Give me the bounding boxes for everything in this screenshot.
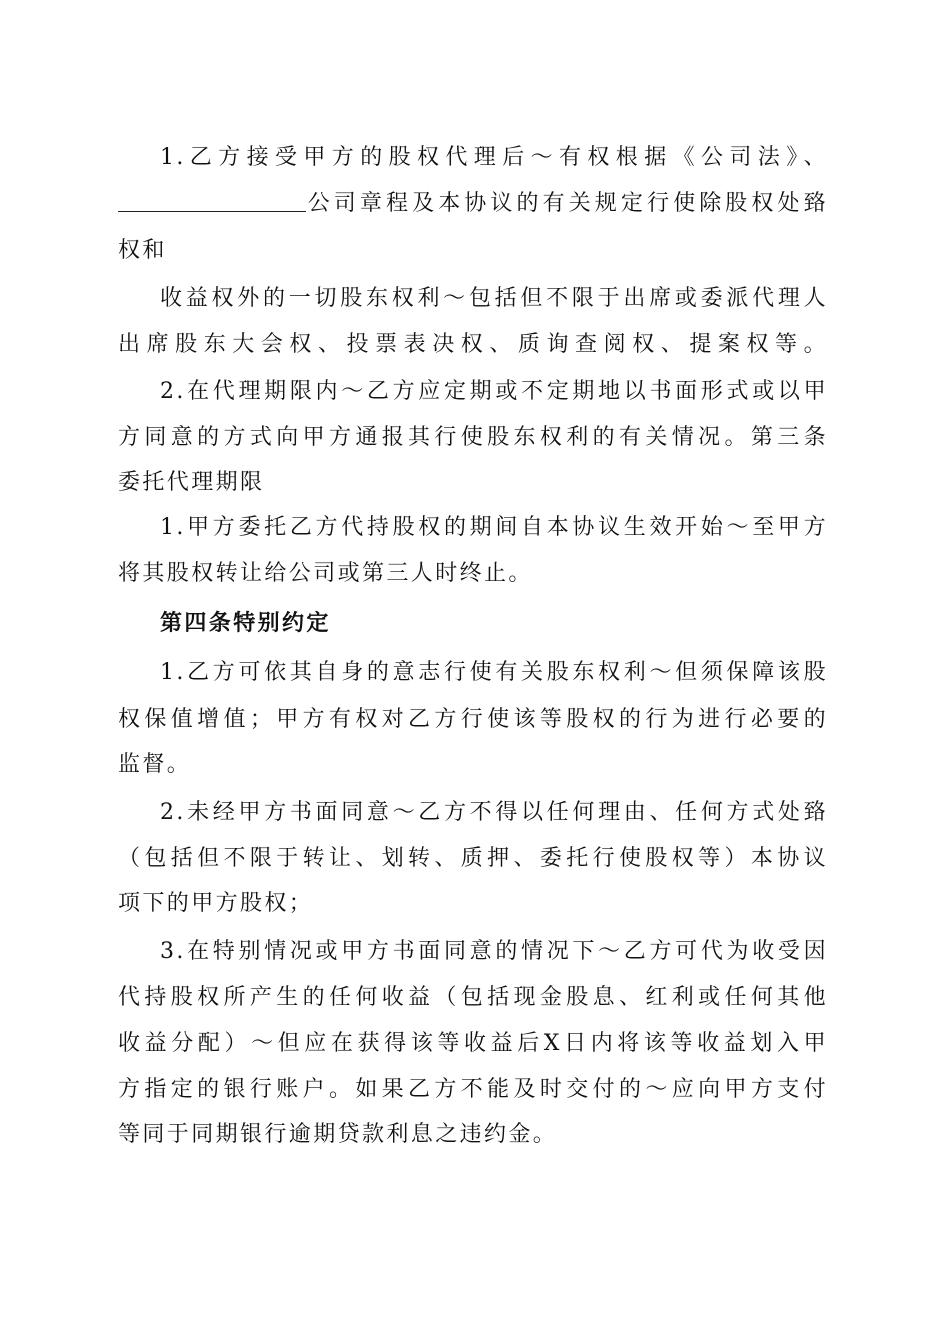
blank-underline (118, 187, 306, 212)
text-line: 收益分配）～但应在获得该等收益后X日内将该等收益划入甲 (118, 1031, 828, 1056)
text-line: （包括但不限于转让、划转、质押、委托行使股权等）本协议 (118, 846, 828, 871)
text-line: 1.乙方接受甲方的股权代理后～有权根据《公司法》、 (160, 145, 828, 170)
text-line: 方同意的方式向甲方通报其行使股东权利的有关情况。第三条 (118, 425, 828, 450)
text-line (118, 184, 828, 224)
text-line: 将其股权转让给公司或第三人时终止。 (118, 561, 533, 586)
text-line: 出席股东大会权、投票表决权、质询查阅权、提案权等。 (118, 332, 828, 357)
text-line: 1.乙方可依其自身的意志行使有关股东权利～但须保障该股 (160, 660, 828, 685)
text-line: 2.未经甲方书面同意～乙方不得以任何理由、任何方式处臵 (160, 800, 828, 825)
text-line: 监督。 (118, 752, 192, 777)
text-line: 等同于同期银行逾期贷款利息之违约金。 (118, 1122, 558, 1147)
text-line: 代持股权所产生的任何收益（包括现金股息、红利或任何其他 (118, 985, 828, 1010)
text-line: 1.甲方委托乙方代持股权的期间自本协议生效开始～至甲方 (160, 515, 828, 540)
text-line: 收益权外的一切股东权利～包括但不限于出席或委派代理人 (160, 286, 828, 311)
text-line: 委托代理期限 (118, 470, 265, 495)
text-line: 权和 (118, 238, 167, 263)
section-heading: 第四条特别约定 (160, 610, 331, 636)
text-line-content: 公司章程及本协议的有关规定行使除股权处臵 (306, 191, 828, 216)
text-line: 2.在代理期限内～乙方应定期或不定期地以书面形式或以甲 (160, 379, 828, 404)
text-line: 方指定的银行账户。如果乙方不能及时交付的～应向甲方支付 (118, 1077, 828, 1102)
text-line: 项下的甲方股权； (118, 891, 314, 916)
text-line: 权保值增值；甲方有权对乙方行使该等股权的行为进行必要的 (118, 707, 828, 732)
text-line: 3.在特别情况或甲方书面同意的情况下～乙方可代为收受因 (160, 939, 828, 964)
